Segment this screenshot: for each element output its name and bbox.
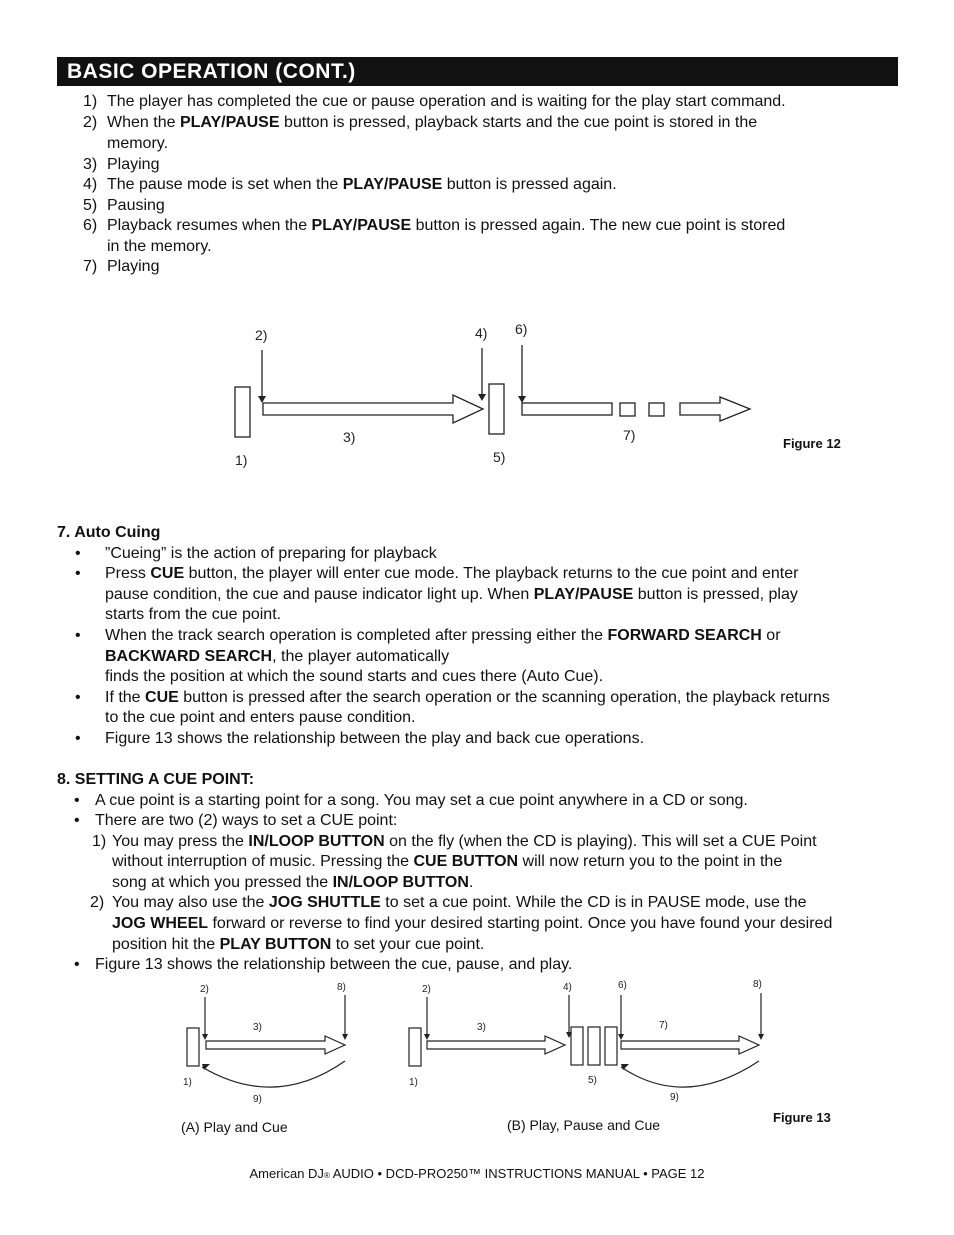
step-text: Pausing <box>107 197 165 214</box>
bullet-text-cont: finds the position at which the sound starts and cues there (Auto Cue). <box>105 668 604 685</box>
step-text: The player has completed the cue or pause operation and is waiting for the play start command. <box>107 93 786 110</box>
step-number: 2) <box>83 114 98 131</box>
fig13a-label-8: 8) <box>337 982 346 993</box>
bullet: • <box>75 627 81 644</box>
bullet-text-cont: starts from the cue point. <box>105 606 282 623</box>
fig13a-arrow-play <box>206 1036 345 1054</box>
bullet-text: ”Cueing” is the action of preparing for playback <box>105 545 437 562</box>
fig13a-label-2: 2) <box>200 984 209 995</box>
bullet: • <box>75 565 81 582</box>
square-2 <box>649 403 664 416</box>
fig13b-block-2 <box>571 1027 583 1065</box>
step-text-cont: in the memory. <box>107 238 212 255</box>
fig13b-label-8: 8) <box>753 979 762 990</box>
fig13a-return-arc <box>202 1061 345 1087</box>
page-footer: American DJ® AUDIO • DCD-PRO250™ INSTRUCTIONS MANUAL • PAGE 12 <box>249 1166 705 1181</box>
bullet-text: Figure 13 shows the relationship between the cue, pause, and play. <box>95 956 573 973</box>
fig12-label-2: 2) <box>255 327 268 343</box>
page-title: BASIC OPERATION (CONT.) <box>67 60 356 83</box>
block-1 <box>235 387 250 437</box>
section-cue-point-title: 8. SETTING A CUE POINT: <box>57 771 255 788</box>
sub-step-number: 1) <box>92 833 107 850</box>
fig13a-block <box>187 1028 199 1066</box>
sub-step-text-cont: song at which you pressed the IN/LOOP BUTTON. <box>112 874 474 891</box>
step-text: Playback resumes when the PLAY/PAUSE button is pressed again. The new cue point is stored <box>107 217 786 234</box>
fig13a-caption: (A) Play and Cue <box>181 1119 288 1135</box>
bullet-text-cont: to the cue point and enters pause condition. <box>105 709 416 726</box>
step-number: 1) <box>83 93 98 110</box>
bullet-text: When the track search operation is completed after pressing either the FORWARD SEARCH or <box>105 627 781 644</box>
fig13b-label-9: 9) <box>670 1092 679 1103</box>
fig13a-label-1: 1) <box>183 1077 192 1088</box>
fig13b-block-3 <box>588 1027 600 1065</box>
bullet: • <box>74 792 80 809</box>
fig12-label-7: 7) <box>623 427 636 443</box>
step-number: 5) <box>83 197 98 214</box>
step-text: The pause mode is set when the PLAY/PAUSE button is pressed again. <box>107 176 617 193</box>
fig12-label-6: 6) <box>515 321 528 337</box>
step-text: Playing <box>107 156 160 173</box>
step-number: 4) <box>83 176 98 193</box>
arrow-play-2 <box>680 397 750 421</box>
fig13b-caption: (B) Play, Pause and Cue <box>507 1117 661 1133</box>
fig13b-label-7: 7) <box>659 1020 668 1031</box>
fig13b-label-3: 3) <box>477 1022 486 1033</box>
step-text: Playing <box>107 258 160 275</box>
fig13b-return-arc <box>621 1061 759 1087</box>
fig13b-arrow-play-2 <box>621 1036 759 1054</box>
fig13b-arrow-play-1 <box>427 1036 565 1054</box>
sub-step-number: 2) <box>90 894 105 911</box>
bullet-text: Figure 13 shows the relationship between the play and back cue operations. <box>105 730 645 747</box>
fig13a-label-3: 3) <box>253 1022 262 1033</box>
sub-step-text: You may press the IN/LOOP BUTTON on the fly (when the CD is playing). This will set a CUE Point <box>112 833 817 850</box>
sub-step-text-cont: JOG WHEEL forward or reverse to find your desired starting point. Once you have found your desired <box>112 915 833 932</box>
fig12-label-3: 3) <box>343 429 356 445</box>
section-header-bar <box>57 57 898 86</box>
bullet: • <box>75 730 81 747</box>
figure-12-diagram <box>225 310 765 480</box>
fig13a-label-9: 9) <box>253 1094 262 1105</box>
sub-step-text-cont: without interruption of music. Pressing the CUE BUTTON will now return you to the point in the <box>112 853 783 870</box>
fig13b-label-5: 5) <box>588 1075 597 1086</box>
figure-13-label: Figure 13 <box>773 1110 831 1125</box>
bullet-text-cont: pause condition, the cue and pause indicator light up. When PLAY/PAUSE button is pressed, play <box>105 586 798 603</box>
block-pause <box>489 384 504 434</box>
fig13b-block-4 <box>605 1027 617 1065</box>
square-1 <box>620 403 635 416</box>
step-number: 6) <box>83 217 98 234</box>
bullet-text-cont: BACKWARD SEARCH, the player automatically <box>105 648 450 665</box>
bullet-text: If the CUE button is pressed after the search operation or the scanning operation, the playback returns <box>105 689 830 706</box>
fig13b-label-1: 1) <box>409 1077 418 1088</box>
step-text-cont: memory. <box>107 135 169 152</box>
bullet-text: Press CUE button, the player will enter cue mode. The playback returns to the cue point and enter <box>105 565 799 582</box>
fig13b-label-6: 6) <box>618 980 627 991</box>
fig13b-label-4: 4) <box>563 982 572 993</box>
step-number: 7) <box>83 258 98 275</box>
fig12-label-1: 1) <box>235 452 248 468</box>
sub-step-text: You may also use the JOG SHUTTLE to set a cue point. While the CD is in PAUSE mode, use the <box>112 894 807 911</box>
fig13b-label-2: 2) <box>422 984 431 995</box>
step-number: 3) <box>83 156 98 173</box>
sub-step-text-cont: position hit the PLAY BUTTON to set your cue point. <box>112 936 485 953</box>
step-text: When the PLAY/PAUSE button is pressed, playback starts and the cue point is stored in the <box>107 114 758 131</box>
bullet: • <box>75 689 81 706</box>
fig12-label-4: 4) <box>475 325 488 341</box>
figure-13-diagram <box>175 975 775 1145</box>
section-auto-cuing-title: 7. Auto Cuing <box>57 524 161 541</box>
figure-12-label: Figure 12 <box>783 436 841 451</box>
arrow-play-1 <box>263 395 483 423</box>
fig13b-block-1 <box>409 1028 421 1066</box>
bullet-text: A cue point is a starting point for a song. You may set a cue point anywhere in a CD or song. <box>95 792 748 809</box>
fig12-label-5: 5) <box>493 449 506 465</box>
bar-play-2 <box>522 403 612 415</box>
bullet: • <box>75 545 81 562</box>
bullet: • <box>74 812 80 829</box>
bullet: • <box>74 956 80 973</box>
bullet-text: There are two (2) ways to set a CUE point: <box>95 812 398 829</box>
